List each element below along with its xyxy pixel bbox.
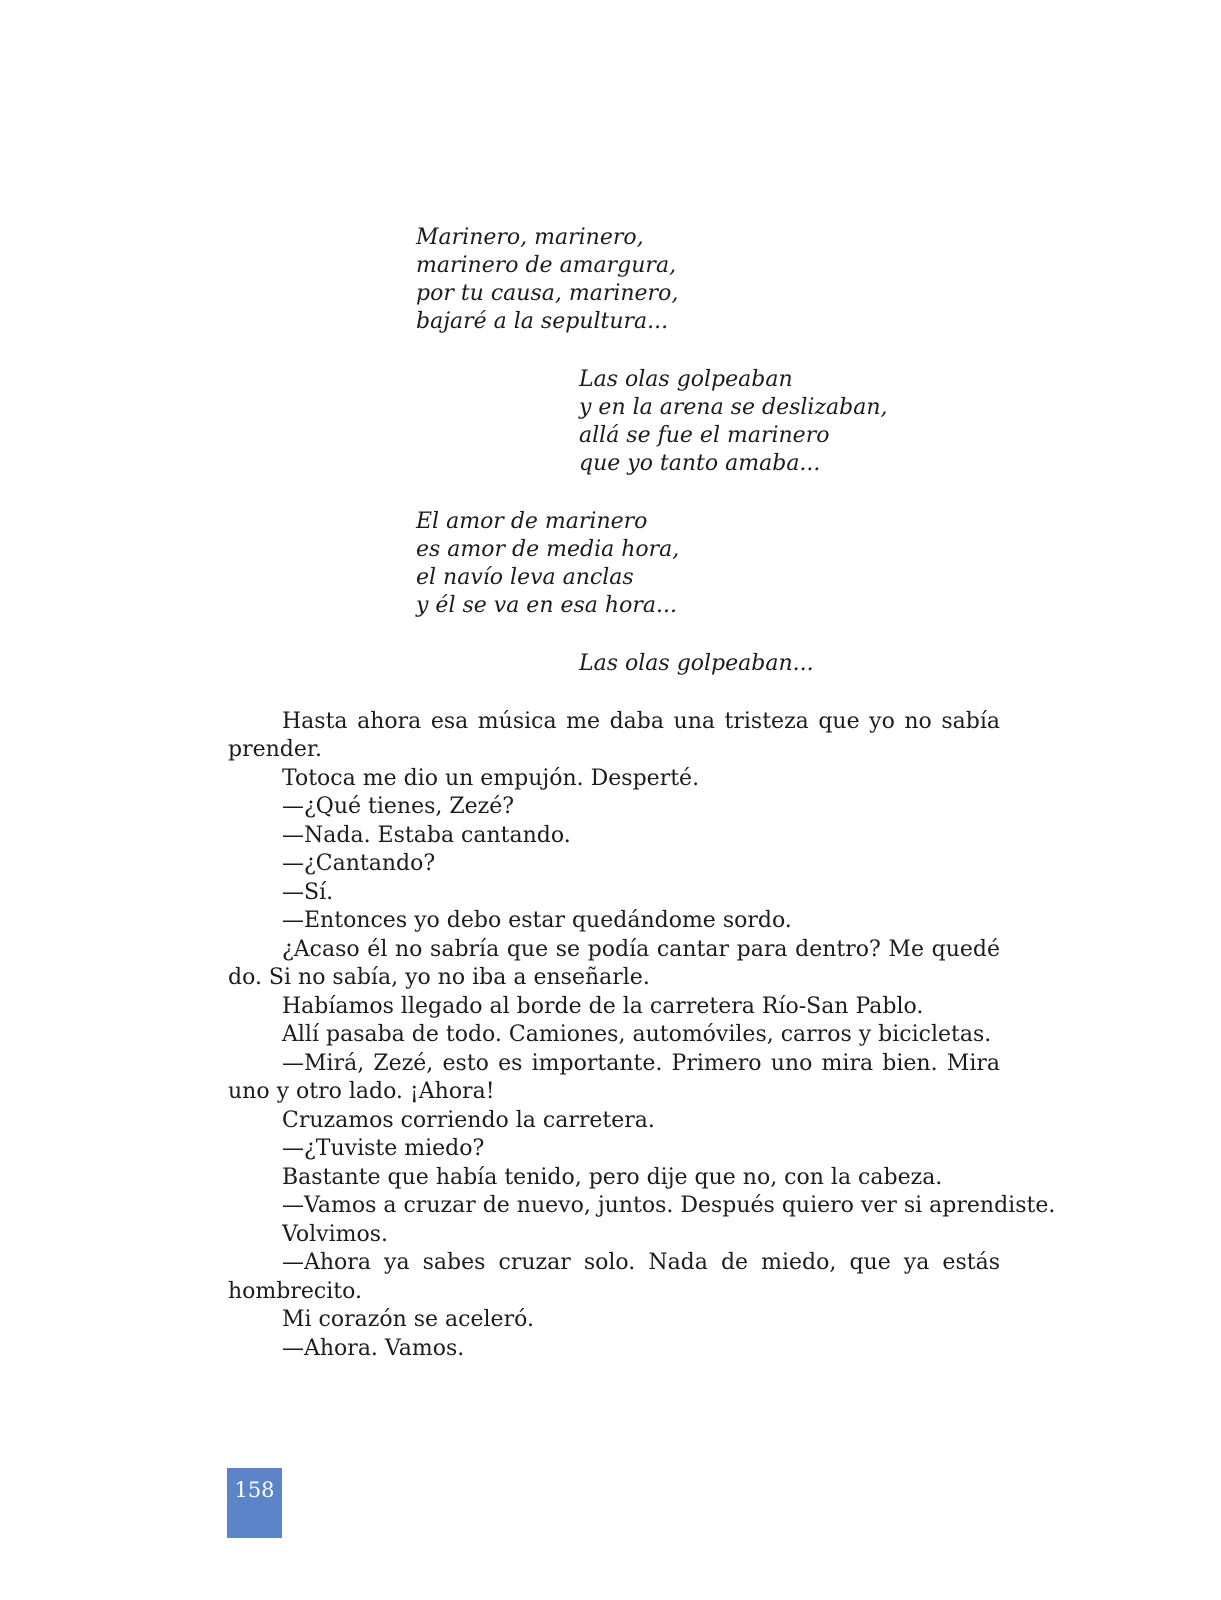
- paragraph-line: hombrecito.: [228, 1279, 362, 1304]
- poem-line: por tu causa, marinero,: [416, 281, 679, 306]
- paragraph-line: Hasta ahora esa música me daba una tristeza que yo no sabía: [282, 709, 1000, 734]
- paragraph-line: —Ahora ya sabes cruzar solo. Nada de miedo, que ya estás: [282, 1250, 1000, 1275]
- poem-line: que yo tanto amaba...: [579, 451, 821, 476]
- paragraph-line: Mi corazón se aceleró.: [282, 1307, 534, 1332]
- paragraph-line: —Sí.: [282, 880, 334, 905]
- paragraph-line: prender.: [228, 737, 322, 762]
- paragraph-line: uno y otro lado. ¡Ahora!: [228, 1079, 495, 1104]
- poem-line: bajaré a la sepultura...: [416, 309, 669, 334]
- paragraph-line: ¿Acaso él no sabría que se podía cantar para dentro? Me quedé: [282, 937, 1000, 962]
- paragraph-line: Totoca me dio un empujón. Desperté.: [282, 766, 700, 791]
- paragraph-line: Allí pasaba de todo. Camiones, automóviles, carros y bicicletas.: [282, 1022, 992, 1047]
- paragraph-line: do. Si no sabía, yo no iba a enseñarle.: [228, 965, 650, 990]
- poem-line: el navío leva anclas: [416, 565, 634, 590]
- poem-line: Las olas golpeaban: [579, 367, 793, 392]
- paragraph-line: —¿Cantando?: [282, 851, 436, 876]
- poem-line: y en la arena se deslizaban,: [579, 395, 888, 420]
- paragraph-line: —¿Qué tienes, Zezé?: [282, 794, 515, 819]
- poem-line: allá se fue el marinero: [579, 423, 830, 448]
- paragraph-line: Volvimos.: [282, 1222, 389, 1247]
- paragraph-line: —Mirá, Zezé, esto es importante. Primero uno mira bien. Mira: [282, 1051, 1000, 1076]
- poem-line: Marinero, marinero,: [416, 225, 644, 250]
- paragraph-line: Bastante que había tenido, pero dije que no, con la cabeza.: [282, 1165, 943, 1190]
- paragraph-line: —¿Tuviste miedo?: [282, 1136, 485, 1161]
- paragraph-line: Habíamos llegado al borde de la carretera Río-San Pablo.: [282, 994, 924, 1019]
- paragraph-line: Cruzamos corriendo la carretera.: [282, 1108, 655, 1133]
- paragraph-line: —Entonces yo debo estar quedándome sordo.: [282, 908, 792, 933]
- poem-line: El amor de marinero: [416, 509, 648, 534]
- poem-refrain: Las olas golpeaban...: [579, 651, 814, 676]
- paragraph-line: —Vamos a cruzar de nuevo, juntos. Después quiero ver si aprendiste.: [282, 1193, 1056, 1218]
- poem-line: marinero de amargura,: [416, 253, 677, 278]
- page-number-box: [227, 1468, 282, 1538]
- paragraph-line: —Ahora. Vamos.: [282, 1336, 465, 1361]
- poem-line: es amor de media hora,: [416, 537, 680, 562]
- paragraph-line: —Nada. Estaba cantando.: [282, 823, 571, 848]
- page-number: 158: [234, 1478, 275, 1502]
- poem-line: y él se va en esa hora...: [416, 593, 677, 618]
